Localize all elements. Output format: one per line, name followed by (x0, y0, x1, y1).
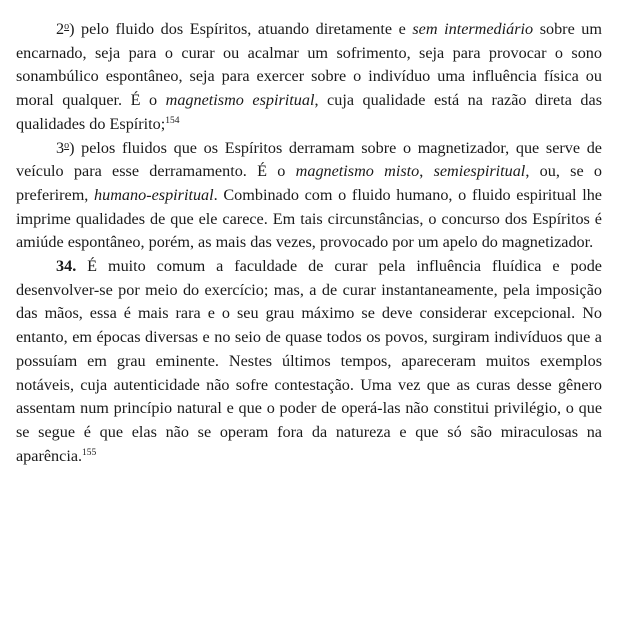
italic-term: humano-espiritual (94, 185, 214, 204)
paragraph-item-34 (16, 255, 602, 468)
paragraph-text: 3 (56, 138, 65, 157)
item-number: 34. (56, 257, 77, 276)
document-page (16, 18, 602, 468)
ordinal-indicator: o (64, 139, 70, 151)
italic-term: magnetismo espiritual (165, 91, 315, 110)
paragraph-item-3-magnetismo-misto (16, 137, 602, 256)
paragraph-text: , ou, se o preferirem, (16, 162, 603, 204)
paragraph-text: , cuja qualidade está na razão direta das qualidades do Espírito; (16, 91, 603, 133)
paragraph-item-2-magnetismo-espiritual (16, 18, 602, 137)
paragraph-text: É muito comum a faculdade de curar pela influência fluídica e pode desenvolver-se por meio do exercício; mas, a de curar instantaneamente, pela imposição das mãos, essa é mais rara e o seu grau máximo se deve considerar excepcional. No entanto, em épocas diversas e no seio de quase todos os povos, surgiram indivíduos que a possuíam em grau eminente. Nestes últimos tempos, apareceram muitos exemplos notáveis, cuja autenticidade não sofre contestação. Uma vez que as curas desse gênero assentam num princípio natural e que o poder de operá-las não constitui privilégio, o que se segue é que elas não se operam fora da natureza e que só são miraculosas na aparência. (16, 257, 602, 465)
footnote-ref-155: 155 (82, 447, 97, 458)
paragraph-text: . Combinado com o fluido humano, o fluido espiritual lhe imprime qualidades de que ele carece. Em tais circunstâncias, o concurso dos Espíritos é amiúde espontâneo, porém, as mais das vezes, provocado por um apelo do magnetizador. (16, 185, 602, 252)
italic-term: sem intermediário (412, 20, 534, 38)
paragraph-text: sobre um encarnado, seja para o curar ou acalmar um sofrimento, seja para provocar o sono sonambúlico espontâneo, seja para exercer sobre o indivíduo uma influência física ou moral qualquer. É o (16, 20, 602, 110)
paragraph-text: ) pelo fluido dos Espíritos, atuando diretamente e (69, 20, 413, 38)
italic-term: magnetismo misto (295, 162, 420, 181)
footnote-ref-154: 154 (165, 115, 180, 126)
paragraph-text: ) pelos fluidos que os Espíritos derramam sobre o magnetizador, que serve de veículo para esse derramamento. É o (16, 138, 602, 181)
paragraph-text: 2 (56, 20, 65, 38)
ordinal-indicator: o (64, 21, 70, 32)
paragraph-text: , (419, 162, 434, 181)
italic-term: semiespiritual (433, 162, 526, 181)
